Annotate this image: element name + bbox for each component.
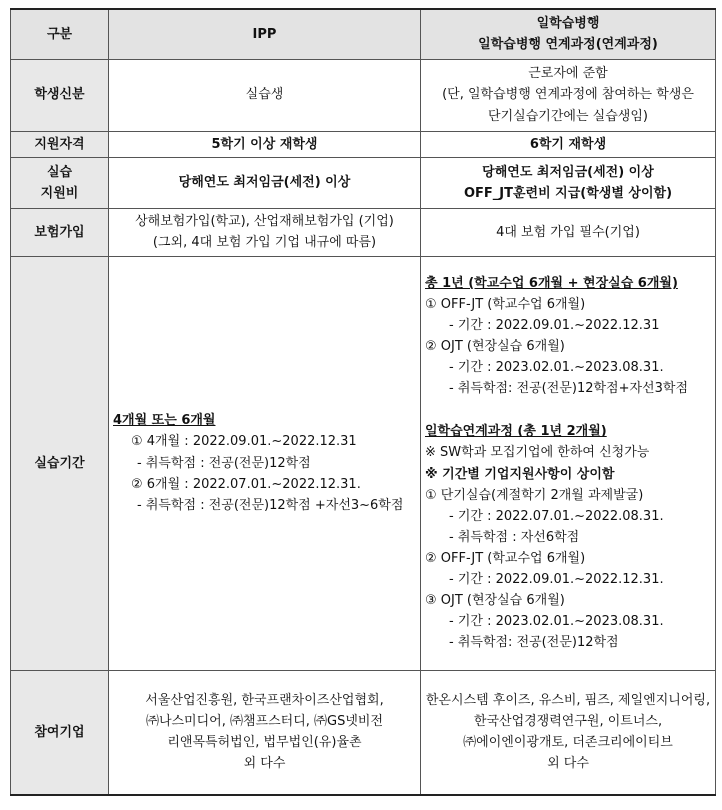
insurance-row (11, 208, 716, 256)
eligibility-label: 지원자격 (11, 131, 109, 157)
companies-ipp (109, 670, 421, 795)
companies-ipp-line4: 외 다수 (243, 756, 286, 772)
period-wl-b1: ① 단기실습(계절학기 2개월 과제발굴) (425, 487, 644, 503)
period-wl-b1-credit: - 취득학점 : 자선6학점 (449, 529, 580, 545)
companies-ipp-line2: ㈜나스미디어, ㈜챔프스터디, ㈜GS넷비전 (145, 714, 384, 730)
period-ipp-opt2-credit: - 취득학점 : 전공(전문)12학점 +자선3~6학점 (137, 497, 404, 513)
companies-wl-line3: ㈜에이엔이광개토, 더존크리에이티브 (463, 735, 673, 751)
period-wl-b1-period: - 기간 : 2022.07.01.~2022.08.31. (449, 508, 664, 524)
period-label: 실습기간 (11, 256, 109, 670)
period-ipp-opt1: ① 4개월 : 2022.09.01.~2022.12.31 (131, 434, 357, 450)
status-wl-line3: 단기실습기간에는 실습생임) (488, 108, 648, 124)
insurance-ipp-line1: 상해보험가입(학교), 산업재해보험가입 (기업) (135, 214, 394, 229)
period-wl-note2: ※ 기간별 기업지원사항이 상이함 (425, 466, 615, 482)
companies-wl-line1: 한온시스템 후이즈, 유스비, 핌즈, 제일엔지니어링, (425, 693, 711, 709)
period-wl-a2-credit: - 취득학점: 전공(전문)12학점+자선3학점 (449, 381, 688, 397)
companies-wl (421, 670, 716, 795)
stipend-label-line2: 지원비 (40, 185, 79, 201)
period-wl-linked-title: 일학습연계과정 (총 1년 2개월) (425, 424, 607, 440)
companies-wl-line2: 한국산업경쟁력연구원, 이트너스, (473, 714, 663, 730)
header-work-learning (421, 9, 716, 59)
period-wl (421, 256, 716, 670)
period-wl-b3: ③ OJT (현장실습 6개월) (425, 592, 565, 608)
period-wl-b3-period: - 기간 : 2023.02.01.~2023.08.31. (449, 613, 664, 629)
eligibility-ipp: 5학기 이상 재학생 (109, 131, 421, 157)
period-wl-a2-period: - 기간 : 2023.02.01.~2023.08.31. (449, 360, 664, 376)
period-ipp (109, 256, 421, 670)
period-row (11, 256, 716, 670)
stipend-wl-line2: OFF_JT훈련비 지급(학생별 상이함) (463, 185, 673, 201)
insurance-wl: 4대 보험 가입 필수(기업) (421, 208, 716, 256)
eligibility-wl: 6학기 재학생 (421, 131, 716, 157)
period-wl-b2: ② OFF-JT (학교수업 6개월) (425, 550, 586, 566)
status-label: 학생신분 (11, 59, 109, 131)
period-ipp-title: 4개월 또는 6개월 (113, 413, 216, 429)
period-wl-b3-credit: - 취득학점: 전공(전문)12학점 (449, 634, 619, 650)
stipend-wl (421, 157, 716, 208)
stipend-wl-line1: 당해연도 최저임금(세전) 이상 (482, 164, 654, 180)
stipend-ipp: 당해연도 최저임금(세전) 이상 (109, 157, 421, 208)
period-wl-a2: ② OJT (현장실습 6개월) (425, 339, 565, 355)
insurance-label: 보험가입 (11, 208, 109, 256)
stipend-row (11, 157, 716, 208)
companies-ipp-line3: 리앤목특허법인, 법무법인(유)율촌 (167, 735, 362, 751)
stipend-label-line1: 실습 (46, 164, 73, 180)
status-wl-line2: (단, 일학습병행 연계과정에 참여하는 학생은 (442, 87, 694, 103)
status-row (11, 59, 716, 131)
period-wl-b2-period: - 기간 : 2022.09.01.~2022.12.31. (449, 571, 664, 587)
period-wl-total: 총 1년 (학교수업 6개월 + 현장실습 6개월) (425, 276, 678, 292)
period-ipp-opt1-credit: - 취득학점 : 전공(전문)12학점 (137, 455, 311, 471)
companies-row (11, 670, 716, 795)
header-row (11, 9, 716, 59)
insurance-ipp (109, 208, 421, 256)
status-ipp: 실습생 (109, 59, 421, 131)
header-category: 구분 (11, 9, 109, 59)
period-wl-a1: ① OFF-JT (학교수업 6개월) (425, 297, 586, 313)
eligibility-row (11, 131, 716, 157)
status-wl (421, 59, 716, 131)
period-wl-spacer (425, 399, 711, 421)
header-wl-line2: 일학습병행 연계과정(연계과정) (478, 37, 658, 53)
period-wl-note1: ※ SW학과 모집기업에 한하여 신청가능 (425, 445, 650, 461)
companies-ipp-line1: 서울산업진흥원, 한국프랜차이즈산업협회, (145, 693, 384, 709)
period-wl-a1-period: - 기간 : 2022.09.01.~2022.12.31 (449, 318, 660, 334)
period-ipp-opt2: ② 6개월 : 2022.07.01.~2022.12.31. (131, 476, 361, 492)
companies-wl-line4: 외 다수 (547, 756, 589, 772)
header-wl-line1: 일학습병행 (536, 16, 600, 32)
insurance-ipp-line2: (그외, 4대 보험 가입 기업 내규에 따름) (152, 235, 377, 251)
comparison-table (10, 8, 716, 796)
stipend-label (11, 157, 109, 208)
status-wl-line1: 근로자에 준함 (528, 66, 608, 82)
companies-label: 참여기업 (11, 670, 109, 795)
header-ipp: IPP (109, 9, 421, 59)
